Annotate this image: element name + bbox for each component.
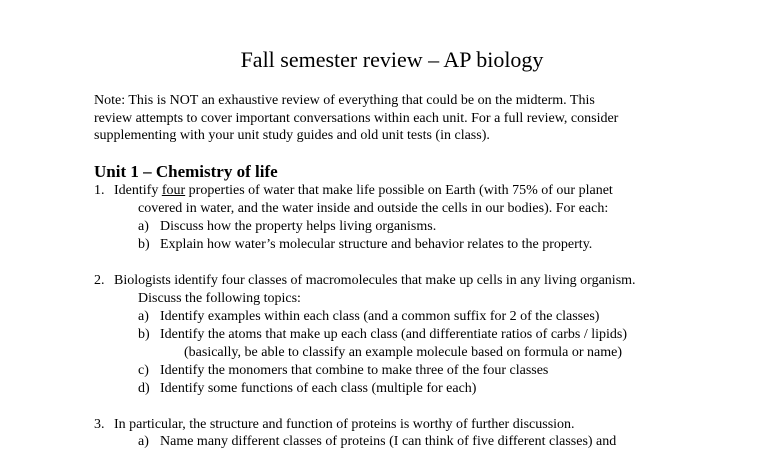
list-item	[138, 236, 592, 254]
question-3	[94, 416, 575, 434]
item-text: Identify the atoms that make up each class (and differentiate ratios of carbs / lipids)	[160, 327, 628, 342]
item-text: Discuss how the property helps living organisms.	[160, 219, 437, 234]
item-label: a)	[138, 434, 149, 449]
document-title: Fall semester review – AP biology	[240, 47, 544, 72]
item-text: Identify the monomers that combine to make three of the four classes	[160, 363, 549, 378]
list-item	[138, 362, 548, 380]
question-number: 3.	[94, 417, 105, 432]
item-text: Explain how water’s molecular structure and behavior relates to the property.	[160, 237, 593, 252]
list-item	[138, 326, 627, 344]
question-text: Biologists identify four classes of macromolecules that make up cells in any living organism.	[114, 273, 636, 288]
question-continuation: Discuss the following topics:	[138, 291, 301, 306]
item-label: b)	[138, 237, 150, 252]
item-label: c)	[138, 363, 149, 378]
note-line: Note: This is NOT an exhaustive review of everything that could be on the midterm. This	[94, 93, 595, 108]
question-2	[94, 272, 636, 290]
item-text: Identify some functions of each class (multiple for each)	[160, 381, 477, 396]
question-text: Identify	[114, 183, 162, 198]
list-item	[138, 218, 436, 236]
item-label: d)	[138, 381, 150, 396]
unit-heading: Unit 1 – Chemistry of life	[94, 162, 278, 181]
list-item	[138, 433, 616, 451]
question-text: properties of water that make life possible on Earth (with 75% of our planet	[185, 183, 613, 198]
item-label: a)	[138, 219, 149, 234]
item-text: Identify examples within each class (and a common suffix for 2 of the classes)	[160, 309, 600, 324]
item-label: a)	[138, 309, 149, 324]
question-continuation: covered in water, and the water inside and outside the cells in our bodies). For each:	[138, 201, 609, 216]
emphasized-word: four	[161, 183, 186, 198]
note-line: supplementing with your unit study guides and old unit tests (in class).	[94, 128, 490, 143]
question-text: In particular, the structure and function of proteins is worthy of further discussion.	[114, 417, 575, 432]
note-line: review attempts to cover important conversations within each unit. For a full review, consider	[94, 110, 619, 126]
list-item	[138, 308, 599, 326]
list-item-continuation: (basically, be able to classify an example molecule based on formula or name)	[184, 345, 622, 360]
item-text: Name many different classes of proteins (I can think of five different classes) and	[160, 434, 617, 449]
question-number: 1.	[94, 183, 105, 198]
question-number: 2.	[94, 273, 105, 288]
list-item	[138, 380, 476, 398]
intro-note	[94, 92, 744, 145]
item-label: b)	[138, 327, 150, 342]
question-1	[94, 182, 613, 200]
